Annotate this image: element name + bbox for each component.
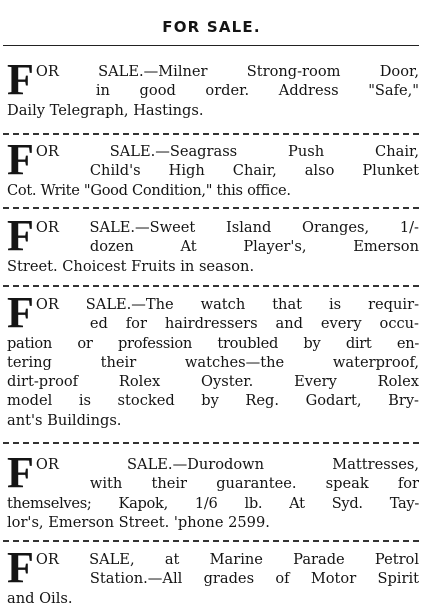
ad-strong-room-door — [7, 55, 419, 120]
dropcap: F — [7, 211, 34, 260]
ad-line: Daily Telegraph, Hastings. — [7, 101, 204, 119]
ad-line: Station.—All grades of Motor Spirit — [89, 570, 419, 588]
ad-line: Cot. Write "Good Condition," this office. — [7, 181, 291, 199]
divider — [3, 45, 419, 46]
ad-line: OR SALE.—Milner Strong-room Door, — [35, 63, 419, 80]
ad-line: ed for hairdressers and every occu- — [89, 315, 419, 333]
ad-line: with their guarantee. speak for — [89, 475, 419, 493]
dropcap: F — [7, 135, 34, 184]
dropcap: F — [7, 288, 34, 337]
ad-line: OR SALE.—The watch that is requir- — [35, 296, 419, 313]
ad-line: pation or profession troubled by dirt en- — [7, 334, 419, 352]
ad-line: in good order. Address "Safe," — [95, 82, 419, 100]
ad-line: OR SALE.—Seagrass Push Chair, — [35, 143, 419, 160]
dropcap: F — [7, 543, 34, 592]
ad-line: Street. Choicest Fruits in season. — [7, 257, 255, 275]
divider — [3, 285, 419, 287]
divider — [3, 540, 419, 542]
ad-line: tering their watches—the waterproof, — [7, 353, 419, 371]
ad-marine-parade-petrol — [7, 543, 419, 608]
ad-seagrass-push-chair — [7, 135, 419, 200]
ad-island-oranges — [7, 211, 419, 276]
dropcap: F — [7, 448, 34, 497]
ad-line: model is stocked by Reg. Godart, Bry- — [7, 392, 419, 410]
ad-line: dirt-proof Rolex Oyster. Every Rolex — [7, 373, 419, 391]
ad-line: Child's High Chair, also Plunket — [89, 162, 419, 180]
ad-line: dozen At Player's, Emerson — [89, 238, 419, 256]
ad-rolex-oyster — [7, 288, 419, 430]
ad-line: lor's, Emerson Street. 'phone 2599. — [7, 513, 270, 531]
divider — [3, 207, 419, 209]
dropcap: F — [7, 55, 34, 104]
ad-line: OR SALE, at Marine Parade Petrol — [35, 551, 419, 568]
divider — [3, 442, 419, 444]
ad-durodown-mattresses — [7, 448, 419, 532]
divider — [3, 133, 419, 135]
ad-line: ant's Buildings. — [7, 411, 122, 429]
ad-line: themselves; Kapok, 1/6 lb. At Syd. Tay- — [7, 494, 419, 512]
section-heading: FOR SALE. — [162, 18, 261, 36]
ad-line: OR SALE.—Sweet Island Oranges, 1/- — [35, 219, 419, 236]
ad-line: and Oils. — [7, 589, 73, 607]
ad-line: OR SALE.—Durodown Mattresses, — [35, 456, 419, 473]
